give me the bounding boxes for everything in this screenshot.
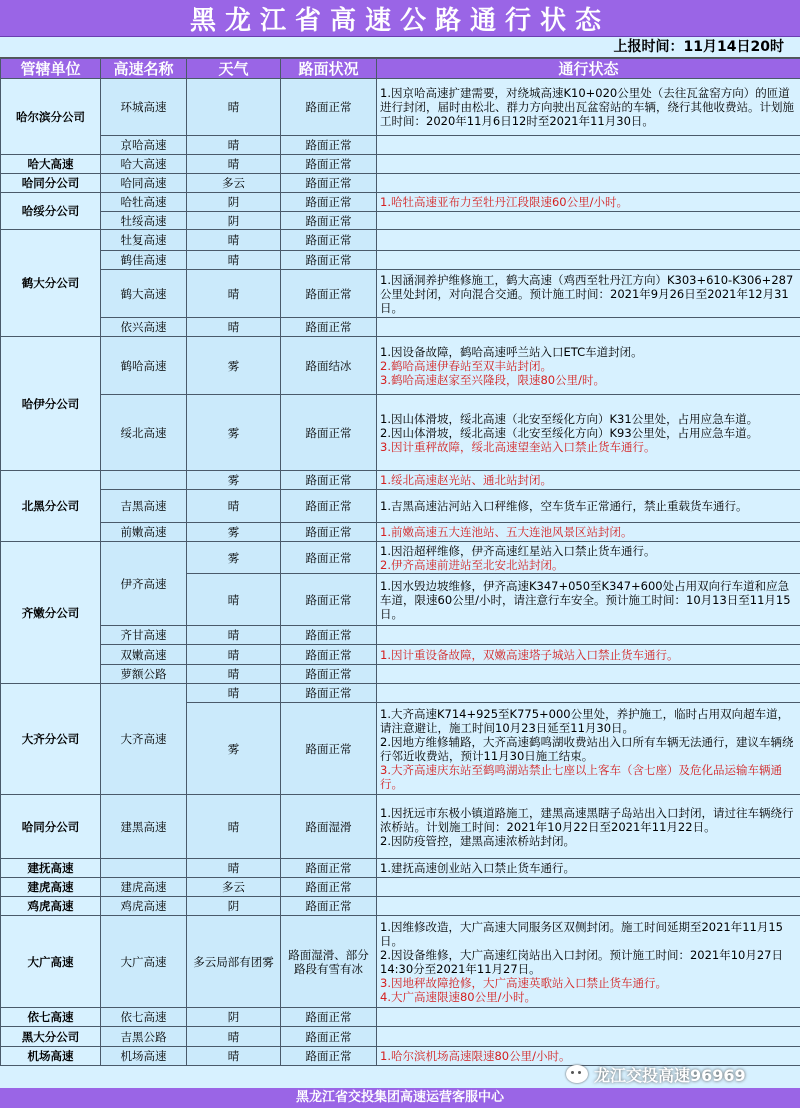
table-row [1,471,800,490]
highway-cell: 绥北高速 [101,395,187,471]
header-highway: 高速名称 [101,59,187,79]
footer: 黑龙江省交投集团高速运营客服中心 [0,1088,800,1108]
table-row [1,155,800,174]
unit-cell: 哈尔滨分公司 [1,79,101,155]
status-line: 1.吉黑高速沾河站入口秤维修，空车货车正常通行，禁止重载货车通行。 [380,499,748,513]
status-cell [377,318,800,337]
status-cell [377,193,800,212]
status-line: 2.因防疫管控，建黑高速浓桥站封闭。 [380,833,575,848]
table-row [1,174,800,193]
header-weather: 天气 [187,59,281,79]
weather-cell: 雾 [187,542,281,574]
status-line: 4.大广高速限速80公里/小时。 [380,989,536,1004]
table-row [1,859,800,878]
page-title: 黑龙江省高速公路通行状态 [0,0,800,37]
table-row [1,523,800,542]
road-cell: 路面正常 [281,878,377,897]
unit-cell: 哈大高速 [1,155,101,174]
status-line: 1.因涵洞养护维修施工，鹤大高速（鸡西至牡丹江方向）K303+610-K306+287公里处封闭，对向混合交通。预计施工时间：2021年9月26日至2021年12月31日。 [380,272,794,315]
unit-cell: 哈绥分公司 [1,193,101,230]
table-row [1,490,800,523]
weather-cell: 雾 [187,523,281,542]
unit-cell: 北黑分公司 [1,471,101,542]
road-cell: 路面正常 [281,626,377,645]
status-cell [377,878,800,897]
watermark [566,1062,796,1086]
status-line: 3.大齐高速庆东站至鹤鸣湖站禁止七座以上客车（含七座）及危化品运输车辆通行。 [380,762,782,791]
road-cell: 路面正常 [281,79,377,136]
status-line: 1.因京哈高速扩建需要，对绕城高速K10+020公里处（去往瓦盆窑方向）的匝道进行封闭，届时由松北、群力方向驶出瓦盆窑站的车辆，绕行其他收费站。计划施工时间：2020年11月6日12时至2021年11月30日。 [380,86,794,128]
road-cell: 路面正常 [281,270,377,318]
highway-cell: 双嫩高速 [101,645,187,665]
highway-cell: 前嫩高速 [101,523,187,542]
status-line: 3.因地秤故障抢修，大广高速英歌站入口禁止货车通行。 [380,975,667,990]
status-cell [377,136,800,155]
highway-cell: 萝额公路 [101,665,187,684]
weather-cell: 晴 [187,270,281,318]
table-row [1,1008,800,1027]
status-line: 1.因计重设备故障，双嫩高速塔子城站入口禁止货车通行。 [380,647,679,662]
status-cell [377,523,800,542]
weather-cell: 晴 [187,318,281,337]
highway-cell [101,471,187,490]
highway-cell: 吉黑高速 [101,490,187,523]
road-cell: 路面湿滑 [281,795,377,859]
road-cell: 路面正常 [281,1027,377,1047]
table-row [1,318,800,337]
road-cell: 路面正常 [281,395,377,471]
status-cell [377,916,800,1008]
weather-cell: 晴 [187,626,281,645]
unit-cell: 哈同分公司 [1,795,101,859]
highway-cell: 大齐高速 [101,684,187,795]
status-cell [377,645,800,665]
highway-cell: 机场高速 [101,1047,187,1066]
unit-cell: 哈同分公司 [1,174,101,193]
status-line: 1.建抚高速创业站入口禁止货车通行。 [380,861,575,875]
weather-cell: 晴 [187,79,281,136]
table-row [1,626,800,645]
unit-cell: 黑大分公司 [1,1027,101,1047]
road-cell: 路面结冰 [281,337,377,395]
road-cell: 路面正常 [281,471,377,490]
table-row [1,193,800,212]
status-cell [377,703,800,795]
status-cell [377,337,800,395]
unit-cell: 齐嫩分公司 [1,542,101,684]
road-cell: 路面正常 [281,230,377,251]
table-row [1,684,800,703]
highway-cell: 鹤佳高速 [101,251,187,270]
status-cell [377,270,800,318]
status-cell [377,542,800,574]
highway-cell: 建黑高速 [101,795,187,859]
status-cell [377,795,800,859]
status-line: 1.因沿超秤维修，伊齐高速红星站入口禁止货车通行。 [380,543,656,558]
table-row [1,395,800,471]
road-cell: 路面正常 [281,136,377,155]
weather-cell: 多云局部有团雾 [187,916,281,1008]
weather-cell: 晴 [187,1047,281,1066]
traffic-status-table [0,58,800,1066]
watermark-text: 龙江交投高速96969 [594,1065,746,1085]
report-time: 上报时间：11月14日20时 [0,37,800,58]
weather-cell: 晴 [187,684,281,703]
unit-cell: 建抚高速 [1,859,101,878]
weather-cell: 阴 [187,193,281,212]
table-row [1,795,800,859]
status-cell [377,684,800,703]
status-cell [377,897,800,916]
status-line: 1.大齐高速K714+925至K775+000公里处，养护施工，临时占用双向超车道，请注意避让，施工时间10月23日延至11月30日。 [380,706,790,735]
status-line: 2.因设备维修，大广高速红岗站出入口封闭。预计施工时间：2021年10月27日14:30分至2021年11月27日。 [380,947,784,976]
table-row [1,136,800,155]
weather-cell: 多云 [187,878,281,897]
weather-cell: 雾 [187,703,281,795]
road-cell: 路面正常 [281,684,377,703]
weather-cell: 晴 [187,665,281,684]
highway-cell: 鸡虎高速 [101,897,187,916]
road-cell: 路面正常 [281,193,377,212]
table-header-row [1,59,800,79]
header-road: 路面状况 [281,59,377,79]
unit-cell: 大齐分公司 [1,684,101,795]
status-line: 3.鹤哈高速赵家至兴隆段，限速80公里/时。 [380,372,605,387]
weather-cell: 阴 [187,212,281,230]
road-cell: 路面正常 [281,574,377,626]
status-cell [377,859,800,878]
weather-cell: 晴 [187,251,281,270]
unit-cell: 哈伊分公司 [1,337,101,471]
weather-cell: 晴 [187,230,281,251]
table-row [1,916,800,1008]
status-line: 1.绥北高速赵光站、通北站封闭。 [380,473,552,487]
table-row [1,1027,800,1047]
status-line: 1.哈尔滨机场高速限速80公里/小时。 [380,1049,571,1063]
highway-cell: 环城高速 [101,79,187,136]
highway-cell: 吉黑公路 [101,1027,187,1047]
table-row [1,270,800,318]
table-row [1,337,800,395]
status-cell [377,79,800,136]
weather-cell: 晴 [187,795,281,859]
table-row [1,230,800,251]
weather-cell: 雾 [187,471,281,490]
road-cell: 路面正常 [281,542,377,574]
highway-cell: 依兴高速 [101,318,187,337]
weather-cell: 多云 [187,174,281,193]
unit-cell: 鹤大分公司 [1,230,101,337]
status-cell [377,174,800,193]
weather-cell: 晴 [187,574,281,626]
highway-cell: 哈牡高速 [101,193,187,212]
weather-cell: 阴 [187,1008,281,1027]
highway-cell: 京哈高速 [101,136,187,155]
table-row [1,897,800,916]
road-cell: 路面正常 [281,859,377,878]
table-row [1,665,800,684]
table-row [1,251,800,270]
status-cell [377,471,800,490]
status-cell [377,490,800,523]
unit-cell: 鸡虎高速 [1,897,101,916]
status-cell [377,230,800,251]
highway-cell: 哈大高速 [101,155,187,174]
road-cell: 路面正常 [281,523,377,542]
status-cell [377,574,800,626]
highway-cell: 牡复高速 [101,230,187,251]
table-row [1,645,800,665]
unit-cell: 建虎高速 [1,878,101,897]
road-cell: 路面正常 [281,490,377,523]
unit-cell: 机场高速 [1,1047,101,1066]
highway-cell: 建虎高速 [101,878,187,897]
status-line: 1.哈牡高速亚布力至牡丹江段限速60公里/小时。 [380,195,628,209]
weather-cell: 阴 [187,897,281,916]
road-cell: 路面正常 [281,212,377,230]
highway-cell: 大广高速 [101,916,187,1008]
weather-cell: 晴 [187,859,281,878]
status-cell [377,1008,800,1027]
status-line: 1.因设备故障，鹤哈高速呼兰站入口ETC车道封闭。 [380,344,643,359]
road-cell: 路面湿滑、部分路段有雪有冰 [281,916,377,1008]
status-line: 2.鹤哈高速伊春站至双丰站封闭。 [380,358,552,373]
road-cell: 路面正常 [281,645,377,665]
weather-cell: 晴 [187,1027,281,1047]
status-line: 1.因维修改造，大广高速大同服务区双侧封闭。施工时间延期至2021年11月15日。 [380,919,784,948]
weather-cell: 雾 [187,395,281,471]
highway-cell: 依七高速 [101,1008,187,1027]
weather-cell: 晴 [187,490,281,523]
road-cell: 路面正常 [281,174,377,193]
highway-cell: 牡绥高速 [101,212,187,230]
status-line: 1.因水毁边坡维修，伊齐高速K347+050至K347+600处占用双向行车道和应急车道，限速60公里/小时，请注意行车安全。预计施工时间：10月13日至11月15日。 [380,578,791,621]
status-cell [377,665,800,684]
highway-cell: 鹤哈高速 [101,337,187,395]
status-cell [377,251,800,270]
road-cell: 路面正常 [281,665,377,684]
weather-cell: 雾 [187,337,281,395]
road-cell: 路面正常 [281,155,377,174]
status-line: 1.前嫩高速五大连池站、五大连池风景区站封闭。 [380,525,633,539]
road-cell: 路面正常 [281,1047,377,1066]
highway-cell: 齐甘高速 [101,626,187,645]
status-line: 2.因山体滑坡，绥北高速（北安至绥化方向）K93公里处，占用应急车道。 [380,425,759,440]
status-cell [377,212,800,230]
wechat-icon [566,1065,588,1083]
road-cell: 路面正常 [281,897,377,916]
weather-cell: 晴 [187,136,281,155]
highway-cell [101,859,187,878]
road-cell: 路面正常 [281,1008,377,1027]
unit-cell: 依七高速 [1,1008,101,1027]
road-cell: 路面正常 [281,703,377,795]
status-line: 3.因计重秤故障，绥北高速望奎站入口禁止货车通行。 [380,439,656,454]
highway-cell: 伊齐高速 [101,542,187,626]
status-cell [377,155,800,174]
status-line: 2.伊齐高速前进站至北安北站封闭。 [380,557,564,572]
status-cell [377,1027,800,1047]
header-status: 通行状态 [377,59,800,79]
weather-cell: 晴 [187,645,281,665]
status-cell [377,395,800,471]
table-row [1,878,800,897]
table-row [1,79,800,136]
road-cell: 路面正常 [281,318,377,337]
highway-cell: 哈同高速 [101,174,187,193]
unit-cell: 大广高速 [1,916,101,1008]
status-line: 1.因抚远市东极小镇道路施工，建黑高速黑瞎子岛站出入口封闭，请过往车辆绕行浓桥站。计划施工时间：2021年10月22日至2021年11月22日。 [380,805,794,834]
header-unit: 管辖单位 [1,59,101,79]
status-line: 1.因山体滑坡，绥北高速（北安至绥化方向）K31公里处，占用应急车道。 [380,411,759,426]
table-row [1,212,800,230]
status-cell [377,626,800,645]
table-row [1,542,800,574]
status-line: 2.因地方维修辅路，大齐高速鹤鸣湖收费站出入口所有车辆无法通行，建议车辆绕行邻近收费站，预计11月30日施工结束。 [380,734,794,763]
road-cell: 路面正常 [281,251,377,270]
highway-cell: 鹤大高速 [101,270,187,318]
weather-cell: 晴 [187,155,281,174]
